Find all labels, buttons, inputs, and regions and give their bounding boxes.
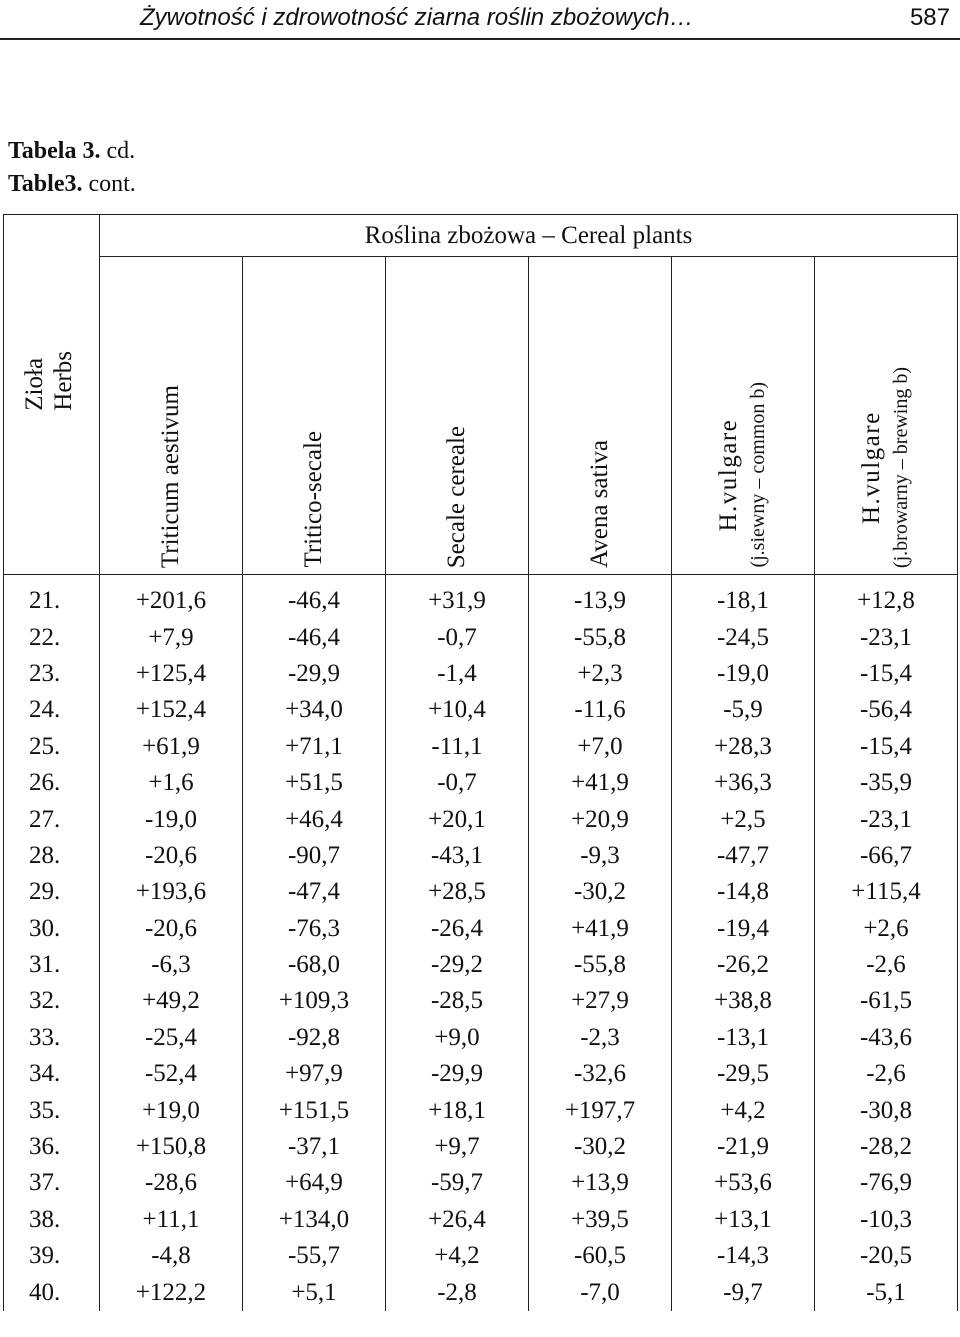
table-cell: +10,4 xyxy=(386,692,529,728)
table-cell: -15,4 xyxy=(815,656,958,692)
caption-pl-label: Tabela 3. xyxy=(8,138,101,164)
column-header-triticum: Triticum aestivum xyxy=(100,257,243,575)
table-cell: -43,1 xyxy=(386,838,529,874)
table-cell: -2,6 xyxy=(815,947,958,983)
table-row xyxy=(4,801,958,837)
cereal-plants-header: Roślina zbożowa – Cereal plants xyxy=(100,215,958,257)
table-cell: -59,7 xyxy=(386,1165,529,1201)
table-cell: -32,6 xyxy=(529,1056,672,1092)
table-cell: -19,0 xyxy=(672,656,815,692)
table-cell: -9,7 xyxy=(672,1274,815,1310)
column-header-avena: Avena sativa xyxy=(529,257,672,575)
table-cell: -29,5 xyxy=(672,1056,815,1092)
table-cell: +2,5 xyxy=(672,801,815,837)
table-cell: -29,2 xyxy=(386,947,529,983)
table-row xyxy=(4,947,958,983)
table-cell: -0,7 xyxy=(386,619,529,655)
table-cell: -19,4 xyxy=(672,911,815,947)
table-cell: -55,7 xyxy=(243,1238,386,1274)
table-cell: +41,9 xyxy=(529,765,672,801)
table-cell: +97,9 xyxy=(243,1056,386,1092)
table-cell: +5,1 xyxy=(243,1274,386,1310)
table-cell: +20,9 xyxy=(529,801,672,837)
table-cell: +28,3 xyxy=(672,729,815,765)
row-number: 26. xyxy=(4,765,100,801)
table-cell: +64,9 xyxy=(243,1165,386,1201)
table-cell: -52,4 xyxy=(100,1056,243,1092)
herbs-header-en: Herbs xyxy=(49,351,77,411)
table-cell: -28,2 xyxy=(815,1129,958,1165)
table-cell: -20,6 xyxy=(100,911,243,947)
running-title: Żywotność i zdrowotność ziarna roślin zbożowych… xyxy=(140,4,694,31)
table-cell: +11,1 xyxy=(100,1202,243,1238)
table-cell: -9,3 xyxy=(529,838,672,874)
table-cell: -29,9 xyxy=(386,1056,529,1092)
table-cell: -43,6 xyxy=(815,1020,958,1056)
table-cell: -61,5 xyxy=(815,983,958,1019)
table-cell: +28,5 xyxy=(386,874,529,910)
table-cell: -11,1 xyxy=(386,729,529,765)
row-number: 25. xyxy=(4,729,100,765)
table-cell: -23,1 xyxy=(815,801,958,837)
table-cell: +13,9 xyxy=(529,1165,672,1201)
table-row xyxy=(4,692,958,728)
table-cell: +134,0 xyxy=(243,1202,386,1238)
table-cell: -7,0 xyxy=(529,1274,672,1310)
table-cell: +18,1 xyxy=(386,1092,529,1128)
table-cell: -68,0 xyxy=(243,947,386,983)
table-cell: -30,2 xyxy=(529,1129,672,1165)
table-row xyxy=(4,1056,958,1092)
table-row xyxy=(4,874,958,910)
table-cell: -2,8 xyxy=(386,1274,529,1310)
table-cell: -20,5 xyxy=(815,1238,958,1274)
table-cell: +197,7 xyxy=(529,1092,672,1128)
table-cell: +20,1 xyxy=(386,801,529,837)
table-cell: -28,6 xyxy=(100,1165,243,1201)
table-cell: +2,3 xyxy=(529,656,672,692)
column-header-hvulgare-common: H.vulgare (j.siewny – common b) xyxy=(672,257,815,575)
table-cell: -47,4 xyxy=(243,874,386,910)
table-cell: -46,4 xyxy=(243,575,386,620)
row-number: 35. xyxy=(4,1092,100,1128)
table-cell: -2,6 xyxy=(815,1056,958,1092)
table-cell: -26,2 xyxy=(672,947,815,983)
row-number: 24. xyxy=(4,692,100,728)
table-cell: -10,3 xyxy=(815,1202,958,1238)
table-cell: +61,9 xyxy=(100,729,243,765)
table-cell: -90,7 xyxy=(243,838,386,874)
table-body xyxy=(4,575,958,1311)
table-cell: -1,4 xyxy=(386,656,529,692)
table-cell: -30,8 xyxy=(815,1092,958,1128)
table-row xyxy=(4,1165,958,1201)
table-cell: -4,8 xyxy=(100,1238,243,1274)
table-cell: +12,8 xyxy=(815,575,958,620)
table-caption-pl xyxy=(8,138,135,165)
table-cell: +49,2 xyxy=(100,983,243,1019)
table-cell: +2,6 xyxy=(815,911,958,947)
row-number: 31. xyxy=(4,947,100,983)
table-row xyxy=(4,765,958,801)
table-row xyxy=(4,1129,958,1165)
row-number: 40. xyxy=(4,1274,100,1310)
table-cell: -13,9 xyxy=(529,575,672,620)
table-cell: +201,6 xyxy=(100,575,243,620)
table-caption-en xyxy=(8,171,136,198)
table-cell: -28,5 xyxy=(386,983,529,1019)
table-cell: -18,1 xyxy=(672,575,815,620)
table-row xyxy=(4,911,958,947)
table-cell: +109,3 xyxy=(243,983,386,1019)
table-cell: +150,8 xyxy=(100,1129,243,1165)
caption-en-rest: cont. xyxy=(82,171,136,197)
table-cell: +26,4 xyxy=(386,1202,529,1238)
row-number: 33. xyxy=(4,1020,100,1056)
column-header-hvulgare-brewing: H.vulgare (j.browarny – brewing b) xyxy=(815,257,958,575)
table-cell: -19,0 xyxy=(100,801,243,837)
table-cell: -60,5 xyxy=(529,1238,672,1274)
row-number: 38. xyxy=(4,1202,100,1238)
row-number: 39. xyxy=(4,1238,100,1274)
table-row xyxy=(4,656,958,692)
row-number: 21. xyxy=(4,575,100,620)
table-cell: +151,5 xyxy=(243,1092,386,1128)
table-cell: +1,6 xyxy=(100,765,243,801)
table-cell: +9,0 xyxy=(386,1020,529,1056)
table-cell: -37,1 xyxy=(243,1129,386,1165)
caption-en-label: Table3. xyxy=(8,171,83,197)
table-row xyxy=(4,729,958,765)
table-cell: +27,9 xyxy=(529,983,672,1019)
table-cell: +34,0 xyxy=(243,692,386,728)
table-row xyxy=(4,838,958,874)
table-cell: +19,0 xyxy=(100,1092,243,1128)
table-cell: +53,6 xyxy=(672,1165,815,1201)
row-number: 29. xyxy=(4,874,100,910)
table-cell: -76,3 xyxy=(243,911,386,947)
table-cell: -66,7 xyxy=(815,838,958,874)
herbs-header-pl: Zioła xyxy=(20,357,48,411)
table-cell: -6,3 xyxy=(100,947,243,983)
running-header xyxy=(0,0,960,40)
data-table xyxy=(3,214,958,1311)
row-number: 27. xyxy=(4,801,100,837)
table-row xyxy=(4,1274,958,1310)
table-cell: -56,4 xyxy=(815,692,958,728)
table-cell: -21,9 xyxy=(672,1129,815,1165)
table-cell: -55,8 xyxy=(529,947,672,983)
table-cell: +193,6 xyxy=(100,874,243,910)
table-row xyxy=(4,1020,958,1056)
table-row xyxy=(4,619,958,655)
table-cell: +38,8 xyxy=(672,983,815,1019)
column-header-tritico-secale: Tritico-secale xyxy=(243,257,386,575)
table-cell: -24,5 xyxy=(672,619,815,655)
row-number: 36. xyxy=(4,1129,100,1165)
table-cell: +4,2 xyxy=(386,1238,529,1274)
table-cell: +13,1 xyxy=(672,1202,815,1238)
table-cell: -14,8 xyxy=(672,874,815,910)
row-number: 30. xyxy=(4,911,100,947)
row-number: 22. xyxy=(4,619,100,655)
table-cell: +115,4 xyxy=(815,874,958,910)
table-cell: -26,4 xyxy=(386,911,529,947)
table-row xyxy=(4,575,958,620)
table-cell: -5,1 xyxy=(815,1274,958,1310)
table-cell: +31,9 xyxy=(386,575,529,620)
row-number: 23. xyxy=(4,656,100,692)
table-cell: -76,9 xyxy=(815,1165,958,1201)
table-cell: +51,5 xyxy=(243,765,386,801)
table-cell: +122,2 xyxy=(100,1274,243,1310)
table-cell: -92,8 xyxy=(243,1020,386,1056)
table-cell: -35,9 xyxy=(815,765,958,801)
table-cell: -46,4 xyxy=(243,619,386,655)
row-number: 28. xyxy=(4,838,100,874)
table-cell: -47,7 xyxy=(672,838,815,874)
page-number: 587 xyxy=(909,4,950,31)
table-cell: +152,4 xyxy=(100,692,243,728)
table-cell: -25,4 xyxy=(100,1020,243,1056)
table-cell: -29,9 xyxy=(243,656,386,692)
table-cell: +7,9 xyxy=(100,619,243,655)
table-cell: -14,3 xyxy=(672,1238,815,1274)
table-cell: +39,5 xyxy=(529,1202,672,1238)
table-cell: +4,2 xyxy=(672,1092,815,1128)
table-row xyxy=(4,1238,958,1274)
table-cell: -23,1 xyxy=(815,619,958,655)
table-cell: +36,3 xyxy=(672,765,815,801)
table-cell: +7,0 xyxy=(529,729,672,765)
table-cell: -11,6 xyxy=(529,692,672,728)
row-number: 34. xyxy=(4,1056,100,1092)
table-cell: -0,7 xyxy=(386,765,529,801)
table-row xyxy=(4,1202,958,1238)
row-number: 37. xyxy=(4,1165,100,1201)
table-row xyxy=(4,1092,958,1128)
table-cell: -2,3 xyxy=(529,1020,672,1056)
table-cell: -5,9 xyxy=(672,692,815,728)
table-cell: +71,1 xyxy=(243,729,386,765)
table-cell: +125,4 xyxy=(100,656,243,692)
table-cell: +41,9 xyxy=(529,911,672,947)
table-cell: +46,4 xyxy=(243,801,386,837)
table-cell: -15,4 xyxy=(815,729,958,765)
table-cell: -13,1 xyxy=(672,1020,815,1056)
row-number: 32. xyxy=(4,983,100,1019)
table-cell: -30,2 xyxy=(529,874,672,910)
table-cell: -55,8 xyxy=(529,619,672,655)
table-cell: -20,6 xyxy=(100,838,243,874)
table-row xyxy=(4,983,958,1019)
herbs-header xyxy=(4,215,100,575)
caption-pl-rest: cd. xyxy=(100,138,136,164)
column-header-secale: Secale cereale xyxy=(386,257,529,575)
table-cell: +9,7 xyxy=(386,1129,529,1165)
